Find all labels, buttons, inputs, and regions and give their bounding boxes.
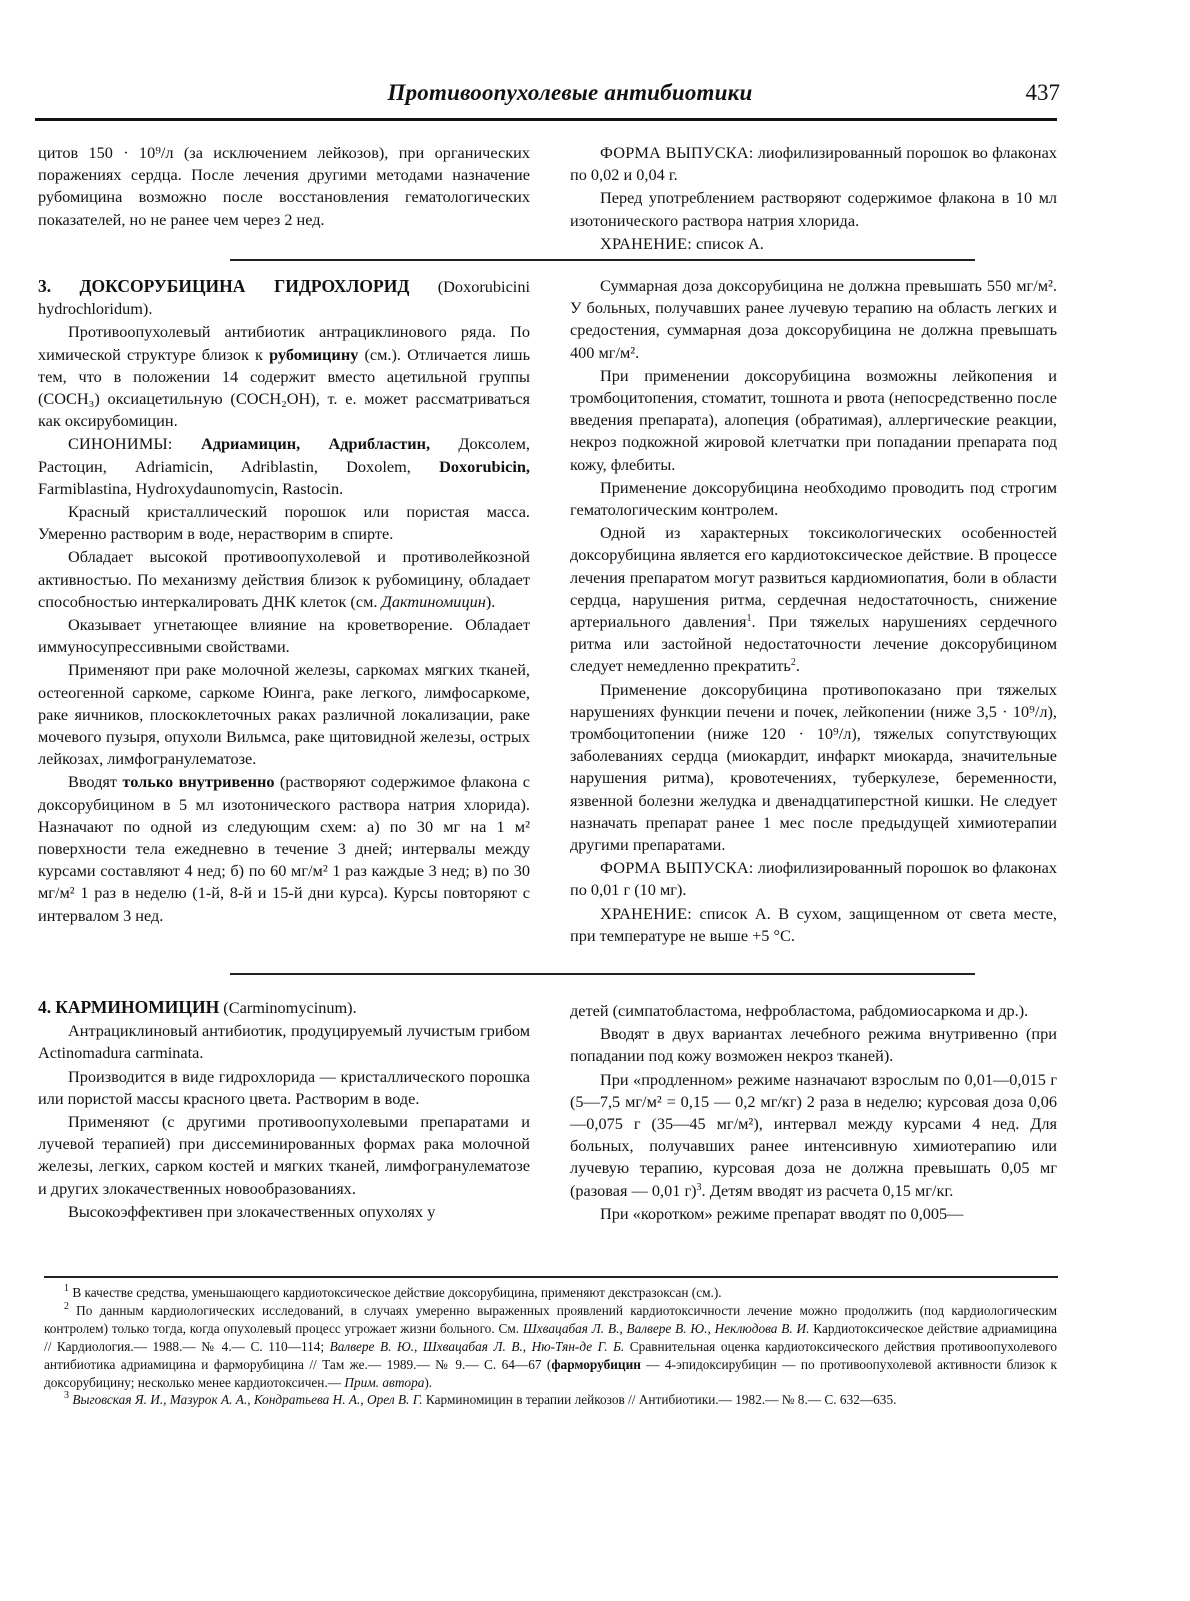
label-storage: ХРАНЕНИЕ: — [600, 903, 692, 923]
heading-latin: (Carminomycinum). — [219, 998, 357, 1017]
heading-number: 3. — [38, 276, 52, 296]
paragraph — [570, 233, 1057, 255]
label-synonyms: СИНОНИМЫ: — [68, 434, 173, 454]
paragraph: При «коротком» режиме препарат вводят по 0,005— — [600, 1203, 964, 1223]
text: Farmiblastina, Hydroxydaunomycin, Rastocin. — [38, 478, 344, 498]
authors: Шхвацабая Л. В., Валвере В. Ю., Неклюдова В. И. — [522, 1320, 810, 1336]
text: ). — [485, 591, 496, 611]
paragraph: Применение доксорубицина противопоказано при тяжелых нарушениях функции печени и почек, лейкопении (ниже 3,5 · 10⁹/л), тромбоцитопении (ниже 120 · 10⁹/л), тяжелых сопутствующих заболеваниях сердца (миокардит, инфаркт миокарда, значительные нарушения ритма), кровотечениях, туберкулезе, беременности, язвенной болезни желудка и двенадцатиперстной кишки. Не следует назначать препарат ранее 1 мес после предыдущей химиотерапии другими препаратами. — [570, 679, 1057, 855]
footnote-2 — [44, 1302, 1057, 1392]
text: . При тяжелых нарушениях сердечного ритма или застойной недостаточности лечение доксорубицином следует немедленно прекратить — [570, 612, 1057, 676]
label-form: ФОРМА ВЫПУСКА: — [600, 143, 754, 162]
text: (см.). Отличается лишь тем, что в положении 14 содержит вместо ацетильной группы (COCH₃) оксиацетильную (COCH₂OH), т. е. может рассматриваться как оксирубомицин. — [38, 344, 530, 431]
paragraph: Вводят в двух вариантах лечебного режима внутривенно (при попадании под кожу возможен некроз тканей). — [570, 1024, 1057, 1066]
doxorubicin-right-column — [570, 275, 1057, 947]
footnote-ref: 1 — [746, 613, 752, 625]
footnote-ref: 3 — [696, 1181, 702, 1193]
text: Карминомицин в терапии лейкозов // Антибиотики.— 1982.— № 8.— С. 632—635. — [422, 1392, 897, 1408]
paragraph: Оказывает угнетающее влияние на кроветворение. Обладает иммуносупрессивными свойствами. — [38, 615, 530, 657]
rubomycin-continuation — [38, 142, 530, 231]
text: Прим. автора — [344, 1374, 425, 1390]
text: (растворяют содержимое флакона с доксорубицином в 5 мл изотонического раствора натрия хлорида). Назначают по одной из следующим схем: а) по 30 мг на 1 м² поверхности тела ежедневно в течение 3 дней; интервалы между курсами составляют 4 нед; б) по 60 мг/м² 1 раз каждые 3 нед; в) по 30 мг/м² 1 раз в неделю (1-й, 8-й и 15-й дни курса). Курсы повторяют с интервалом 3 нед. — [38, 772, 530, 925]
heading-name: КАРМИНОМИЦИН — [55, 997, 220, 1017]
section-separator — [230, 259, 975, 261]
text: . — [795, 656, 800, 676]
paragraph: Красный кристаллический порошок или пористая масса. Умеренно растворим в воде, нерастворим в спирте. — [38, 502, 530, 544]
authors: Выговская Я. И., Мазурок А. А., Кондратьева Н. А., Орел В. Г. — [69, 1392, 423, 1408]
heading-name: ДОКСОРУБИЦИНА ГИДРОХЛОРИД — [79, 276, 410, 296]
text: фарморубицин — [551, 1356, 641, 1372]
text: Doxorubicin, — [439, 456, 530, 476]
text: Противоопухолевый антибиотик антрациклинового ряда. По химической структуре близок к — [38, 322, 530, 364]
paragraph — [570, 1069, 1057, 1202]
paragraph: Антрациклиновый антибиотик, продуцируемый лучистым грибом Actinomadura carminata. — [38, 1021, 530, 1063]
text: — 4-эпидоксирубицин — по противоопухолевой активности близок к доксорубицину; несколько менее кардиотоксичен.— — [44, 1356, 1057, 1390]
text: . Детям вводят из расчета 0,15 мг/кг. — [701, 1180, 954, 1200]
text: лиофилизированный порошок во флаконах по 0,01 г (10 мг). — [570, 858, 1057, 900]
footnote-mark: 1 — [64, 1283, 69, 1294]
paragraph — [38, 321, 530, 432]
page-number: 437 — [1025, 80, 1060, 105]
heading-number: 4. — [38, 997, 52, 1017]
paragraph: Высокоэффективен при злокачественных опухолях у — [68, 1201, 436, 1221]
cross-reference: Дактиномицин — [381, 591, 486, 611]
doxorubicin-left-column — [38, 275, 530, 927]
header-rule — [35, 118, 1057, 121]
paragraph: При применении доксорубицина возможны лейкопения и тромбоцитопения, стоматит, тошнота и рвота (непосредственно после введения препарата), алопеция (обратимая), аллергические реакции, некроз подкожной жировой клетчатки при попадании препарата под кожу, флебиты. — [570, 365, 1057, 474]
paragraph — [570, 522, 1057, 677]
label-form: ФОРМА ВЫПУСКА: — [600, 858, 754, 878]
paragraph — [38, 546, 530, 613]
text: В качестве средства, уменьшающего кардиотоксическое действие доксорубицина, применяют декстразоксан (см.). — [69, 1285, 722, 1300]
text: лиофилизированный порошок во флаконах по 0,02 и 0,04 г. — [570, 143, 1057, 185]
text: только внутривенно — [122, 772, 275, 792]
paragraph: детей (симпатобластома, нефробластома, рабдомиосаркома и др.). — [570, 1001, 1029, 1020]
cross-reference: рубомицину — [269, 344, 359, 364]
footnote-mark: 3 — [64, 1390, 69, 1402]
text: список А. В сухом, защищенном от света месте, при температуре не выше +5 °С. — [570, 903, 1057, 945]
drug-heading — [38, 275, 530, 320]
label-storage: ХРАНЕНИЕ: — [600, 233, 692, 253]
text: Доксолем, Растоцин, Adriamicin, Adriblastin, Doxolem, — [38, 434, 530, 476]
text: список А. — [691, 233, 764, 253]
section-separator — [230, 973, 975, 975]
carminomycin-left-column — [38, 996, 530, 1223]
text: При «продленном» режиме назначают взрослым по 0,01—0,015 г (5—7,5 мг/м² = 0,15 — 0,2 мг/кг) 2 раза в неделю; курсовая доза 0,06—0,075 г (35—45 мг/м²), интервал между курсами 4 нед. Для больных, получавших ранее интенсивную химиотерапию или лучевую терапию, курсовая доза не должна превышать 0,05 мг (разовая — 0,01 г) — [570, 1069, 1057, 1200]
rubomycin-form-storage — [570, 142, 1057, 255]
carminomycin-right-column — [570, 1000, 1057, 1225]
paragraph — [570, 903, 1057, 947]
footnote-1 — [44, 1284, 1057, 1302]
text: Сравнительная оценка кардиотоксического действия противоопухолевого антибиотика адриамицина и фарморубицина // Там же.— 1989.— № 9.— С. 64—67 ( — [44, 1338, 1057, 1372]
paragraph — [570, 857, 1057, 901]
text: По данным кардиологических исследований, в случаях умеренно выраженных проявлений кардиотоксичности лечение можно продолжить (под кардиологическим контролем) только тогда, когда опухолевый процесс угрожает жизни больного. См. — [44, 1302, 1057, 1336]
footnote-ref: 2 — [790, 657, 796, 669]
paragraph — [38, 433, 530, 500]
authors: Валвере В. Ю., Шхвацабая Л. В., Ню-Тян-де Г. Б. — [329, 1338, 625, 1354]
paragraph — [570, 142, 1057, 186]
paragraph: Применение доксорубицина необходимо проводить под строгим гематологическим контролем. — [570, 477, 1057, 520]
text: Одной из характерных токсикологических особенностей доксорубицина является его кардиотоксическое действие. В процессе лечения препаратом могут развиться кардиомиопатия, боли в области сердца, нарушения ритма, сердечная недостаточность, снижение артериального давления — [570, 523, 1057, 632]
running-header-title: Противоопухолевые антибиотики — [387, 80, 753, 105]
drug-heading — [38, 996, 530, 1019]
paragraph: Суммарная доза доксорубицина не должна превышать 550 мг/м². У больных, получавших ранее лучевую терапию на область легких и средостения, суммарная доза доксорубицина не должна превышать 400 мг/м². — [570, 276, 1057, 362]
paragraph: Применяют (с другими противоопухолевыми препаратами и лучевой терапией) при диссеминированных формах рака молочной железы, легких, сарком костей и мягких тканей, лимфогранулематозе и других злокачественных новообразованиях. — [38, 1112, 530, 1198]
footnote-3 — [44, 1391, 1057, 1409]
text: Адриамицин, Адрибластин, — [172, 434, 431, 454]
footnotes — [44, 1284, 1057, 1409]
footnote-rule — [44, 1276, 1058, 1278]
text: Вводят — [68, 772, 123, 792]
paragraph: Применяют при раке молочной железы, саркомах мягких тканей, остеогенной саркоме, саркоме Юинга, раке легкого, лимфосаркоме, раке яичников, плоскоклеточных раках различной локализации, раке мочевого пузыря, опухоли Вильмса, раке щитовидной железы, острых лейкозах, лимфогранулематозе. — [38, 660, 530, 769]
text: Обладает высокой противоопухолевой и противолейкозной активностью. По механизму действия близок к рубомицину, обладает способностью интеркалировать ДНК клеток (см. — [38, 547, 530, 611]
paragraph — [38, 771, 530, 926]
footnote-mark: 2 — [64, 1300, 69, 1312]
paragraph: цитов 150 · 10⁹/л (за исключением лейкозов), при органических поражениях сердца. После лечения другими методами назначение рубомицина возможно после восстановления гематологических показателей, но не ранее чем через 2 нед. — [38, 143, 530, 229]
text: Кардиотоксическое действие адриамицина // Кардиология.— 1988.— № 4.— С. 110—114; — [44, 1320, 1057, 1354]
paragraph: Перед употреблением растворяют содержимое флакона в 10 мл изотонического раствора натрия хлорида. — [570, 188, 1057, 230]
heading-latin: (Doxorubicini hydrochloridum). — [38, 277, 530, 319]
text: ). — [424, 1374, 433, 1390]
paragraph: Производится в виде гидрохлорида — кристаллического порошка или пористой массы красного цвета. Растворим в воде. — [38, 1066, 530, 1108]
